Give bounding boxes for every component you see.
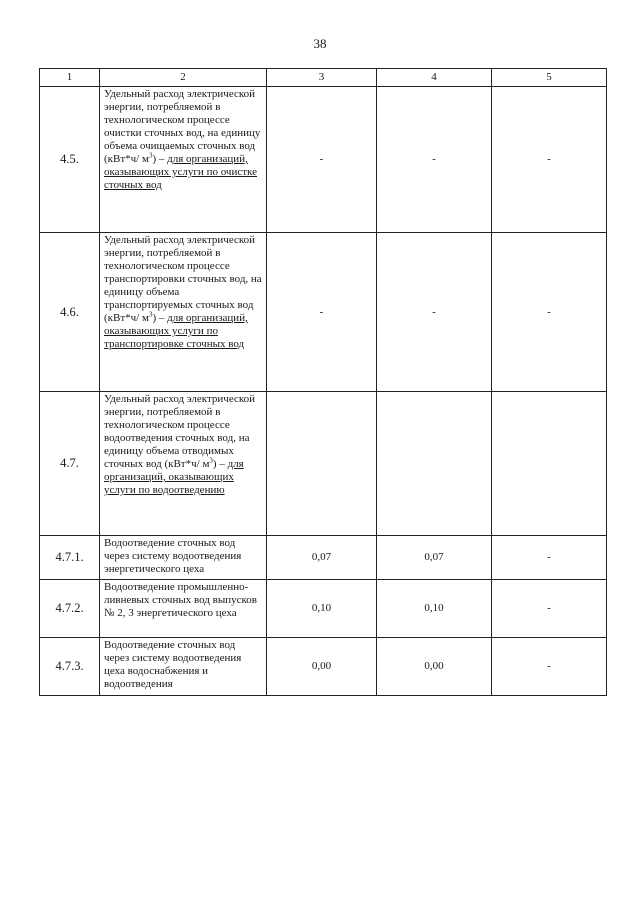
indicators-table [39, 68, 607, 696]
value-col-4: 0,10 [377, 580, 492, 638]
desc-underlined: для организаций, оказывающих услуги по транспортировке сточных вод [104, 312, 248, 350]
row-number: 4.7. [40, 392, 100, 536]
row-description [100, 87, 267, 233]
row-description [100, 638, 267, 696]
value-col-3: 0,07 [267, 536, 377, 580]
page-number: 38 [313, 36, 327, 51]
row-number: 4.7.1. [40, 536, 100, 580]
row-number: 4.6. [40, 233, 100, 392]
row-description [100, 233, 267, 392]
desc-underlined: для организаций, оказывающих услуги по водоотведению [104, 458, 244, 496]
desc-superscript: 3 [209, 456, 213, 465]
desc-text: Водоотведение сточных вод через систему водоотведения цеха водоснабжения и водоотведения [104, 639, 242, 690]
row-description [100, 536, 267, 580]
value-col-3: - [267, 233, 377, 392]
value-col-5: - [492, 580, 607, 638]
value-col-4: - [377, 87, 492, 233]
header-col-5: 5 [492, 69, 607, 87]
row-description [100, 392, 267, 536]
value-col-3: 0,00 [267, 638, 377, 696]
table-row [40, 580, 607, 638]
table-header-row [40, 69, 607, 87]
table-row [40, 638, 607, 696]
header-col-3: 3 [267, 69, 377, 87]
value-col-5: - [492, 233, 607, 392]
row-description [100, 580, 267, 638]
row-number: 4.7.2. [40, 580, 100, 638]
value-col-5: - [492, 638, 607, 696]
value-col-4: 0,07 [377, 536, 492, 580]
value-col-3: 0,10 [267, 580, 377, 638]
value-col-5: - [492, 536, 607, 580]
value-col-4 [377, 392, 492, 536]
table-row [40, 536, 607, 580]
desc-after: ) – [152, 312, 168, 324]
table-row [40, 87, 607, 233]
row-number: 4.5. [40, 87, 100, 233]
value-col-4: 0,00 [377, 638, 492, 696]
desc-text: Удельный расход электрической энергии, потребляемой в технологическом процессе водоотведения сточных вод, на единицу объема отводимых сточных вод (кВт*ч/ м [104, 393, 256, 470]
desc-after: ) – [212, 458, 228, 470]
header-col-4: 4 [377, 69, 492, 87]
desc-superscript: 3 [148, 151, 153, 160]
desc-text: Удельный расход электрической энергии, потребляемой в технологическом процессе очистки сточных вод, на единицу объема очищаемых сточных вод (кВт*ч/ м [104, 88, 261, 165]
desc-underlined: для организаций, оказывающих услуги по очистке сточных вод [104, 153, 257, 191]
table-row [40, 233, 607, 392]
desc-text: Водоотведение сточных вод через систему водоотведения энергетического цеха [104, 537, 242, 575]
header-col-1: 1 [40, 69, 100, 87]
value-col-4: - [377, 233, 492, 392]
desc-text: Удельный расход электрической энергии, потребляемой в технологическом процессе транспортировки сточных вод, на единицу объема транспортируемых сточных вод (кВт*ч/ м [104, 234, 262, 324]
value-col-3: - [267, 87, 377, 233]
row-number: 4.7.3. [40, 638, 100, 696]
value-col-5 [492, 392, 607, 536]
value-col-3 [267, 392, 377, 536]
table-row [40, 392, 607, 536]
desc-text: Водоотведение промышленно-ливневых сточных вод выпусков № 2, 3 энергетического цеха [104, 581, 257, 619]
value-col-5: - [492, 87, 607, 233]
desc-superscript: 3 [148, 310, 153, 319]
header-col-2: 2 [100, 69, 267, 87]
desc-after: ) – [152, 153, 168, 165]
